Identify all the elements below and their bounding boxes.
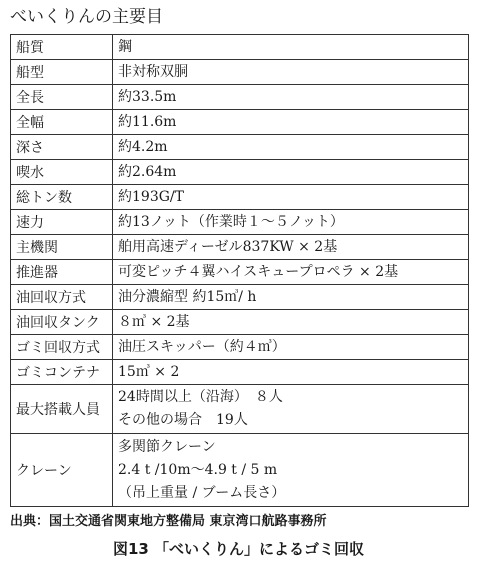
spec-value-line: 鋼 [118, 38, 132, 55]
spec-row [11, 85, 469, 110]
spec-value-line: その他の場合 19人 [118, 412, 248, 428]
spec-label: 深さ [11, 135, 113, 160]
spec-row [11, 434, 469, 507]
spec-label: 船型 [11, 60, 113, 85]
spec-value [113, 260, 469, 285]
spec-value-line: 約193G/T [118, 188, 184, 205]
spec-value [113, 235, 469, 260]
spec-label: ゴミコンテナ [11, 360, 113, 385]
spec-value-line: 油分濃縮型 約15㎥/ h [118, 288, 257, 305]
spec-row [11, 385, 469, 434]
spec-label: 全長 [11, 85, 113, 110]
spec-row [11, 160, 469, 185]
spec-label: 喫水 [11, 160, 113, 185]
spec-row [11, 335, 469, 360]
spec-value-line: 約13ノット（作業時１～５ノット） [118, 213, 344, 230]
spec-label: 推進器 [11, 260, 113, 285]
spec-row [11, 60, 469, 85]
spec-row [11, 235, 469, 260]
spec-row [11, 285, 469, 310]
figure-caption: 図13 「べいくりん」によるゴミ回収 [112, 540, 365, 558]
spec-value [113, 335, 469, 360]
spec-value-line: （吊上重量 / ブーム長さ） [118, 484, 286, 501]
spec-row [11, 210, 469, 235]
spec-value [113, 135, 469, 160]
spec-value-line: 約4.2m [118, 138, 168, 155]
spec-value [113, 35, 469, 60]
spec-value [113, 434, 469, 507]
spec-label: 油回収タンク [11, 310, 113, 335]
spec-row [11, 110, 469, 135]
spec-value-line: 約33.5m [118, 88, 177, 105]
spec-value-line: 約11.6m [118, 113, 177, 130]
spec-value-line: 非対称双胴 [118, 63, 188, 80]
spec-row [11, 310, 469, 335]
spec-value [113, 60, 469, 85]
spec-value-line: ８㎥ × 2基 [118, 313, 190, 330]
spec-value [113, 360, 469, 385]
spec-label: 速力 [11, 210, 113, 235]
spec-table [10, 34, 469, 507]
spec-value [113, 210, 469, 235]
spec-value-line: 多関節クレーン [118, 438, 216, 455]
spec-row [11, 260, 469, 285]
spec-value-line: 油圧スキッパー（約４㎥） [118, 338, 286, 355]
spec-label: 総トン数 [11, 185, 113, 210]
spec-value-line: 可変ピッチ４翼ハイスキュープロペラ × 2基 [118, 263, 399, 280]
spec-row [11, 360, 469, 385]
spec-label: 船質 [11, 35, 113, 60]
spec-value [113, 160, 469, 185]
spec-label: クレーン [11, 434, 113, 507]
spec-value [113, 110, 469, 135]
spec-row [11, 135, 469, 160]
spec-label: 油回収方式 [11, 285, 113, 310]
spec-value-line: 15㎥ × 2 [118, 363, 180, 380]
spec-value [113, 385, 469, 434]
spec-value [113, 285, 469, 310]
spec-value [113, 85, 469, 110]
spec-value-line: 約2.64m [118, 163, 177, 180]
spec-value [113, 310, 469, 335]
spec-value-line: 舶用高速ディーゼル837KW × 2基 [118, 238, 338, 255]
spec-label: 全幅 [11, 110, 113, 135]
spec-label: 最大搭載人員 [11, 385, 113, 434]
spec-value [113, 185, 469, 210]
spec-label: 主機関 [11, 235, 113, 260]
spec-value-line: 24時間以上（沿海） ８人 [118, 389, 283, 405]
source-note: 出典：国土交通省関東地方整備局 東京湾口航路事務所 [10, 514, 327, 529]
spec-label: ゴミ回収方式 [11, 335, 113, 360]
spec-table-body [11, 35, 469, 507]
spec-value-line: 2.4 t /10m～4.9 t / 5 m [118, 461, 278, 478]
spec-row [11, 35, 469, 60]
spec-heading: べいくりんの主要目 [10, 7, 163, 27]
spec-row [11, 185, 469, 210]
